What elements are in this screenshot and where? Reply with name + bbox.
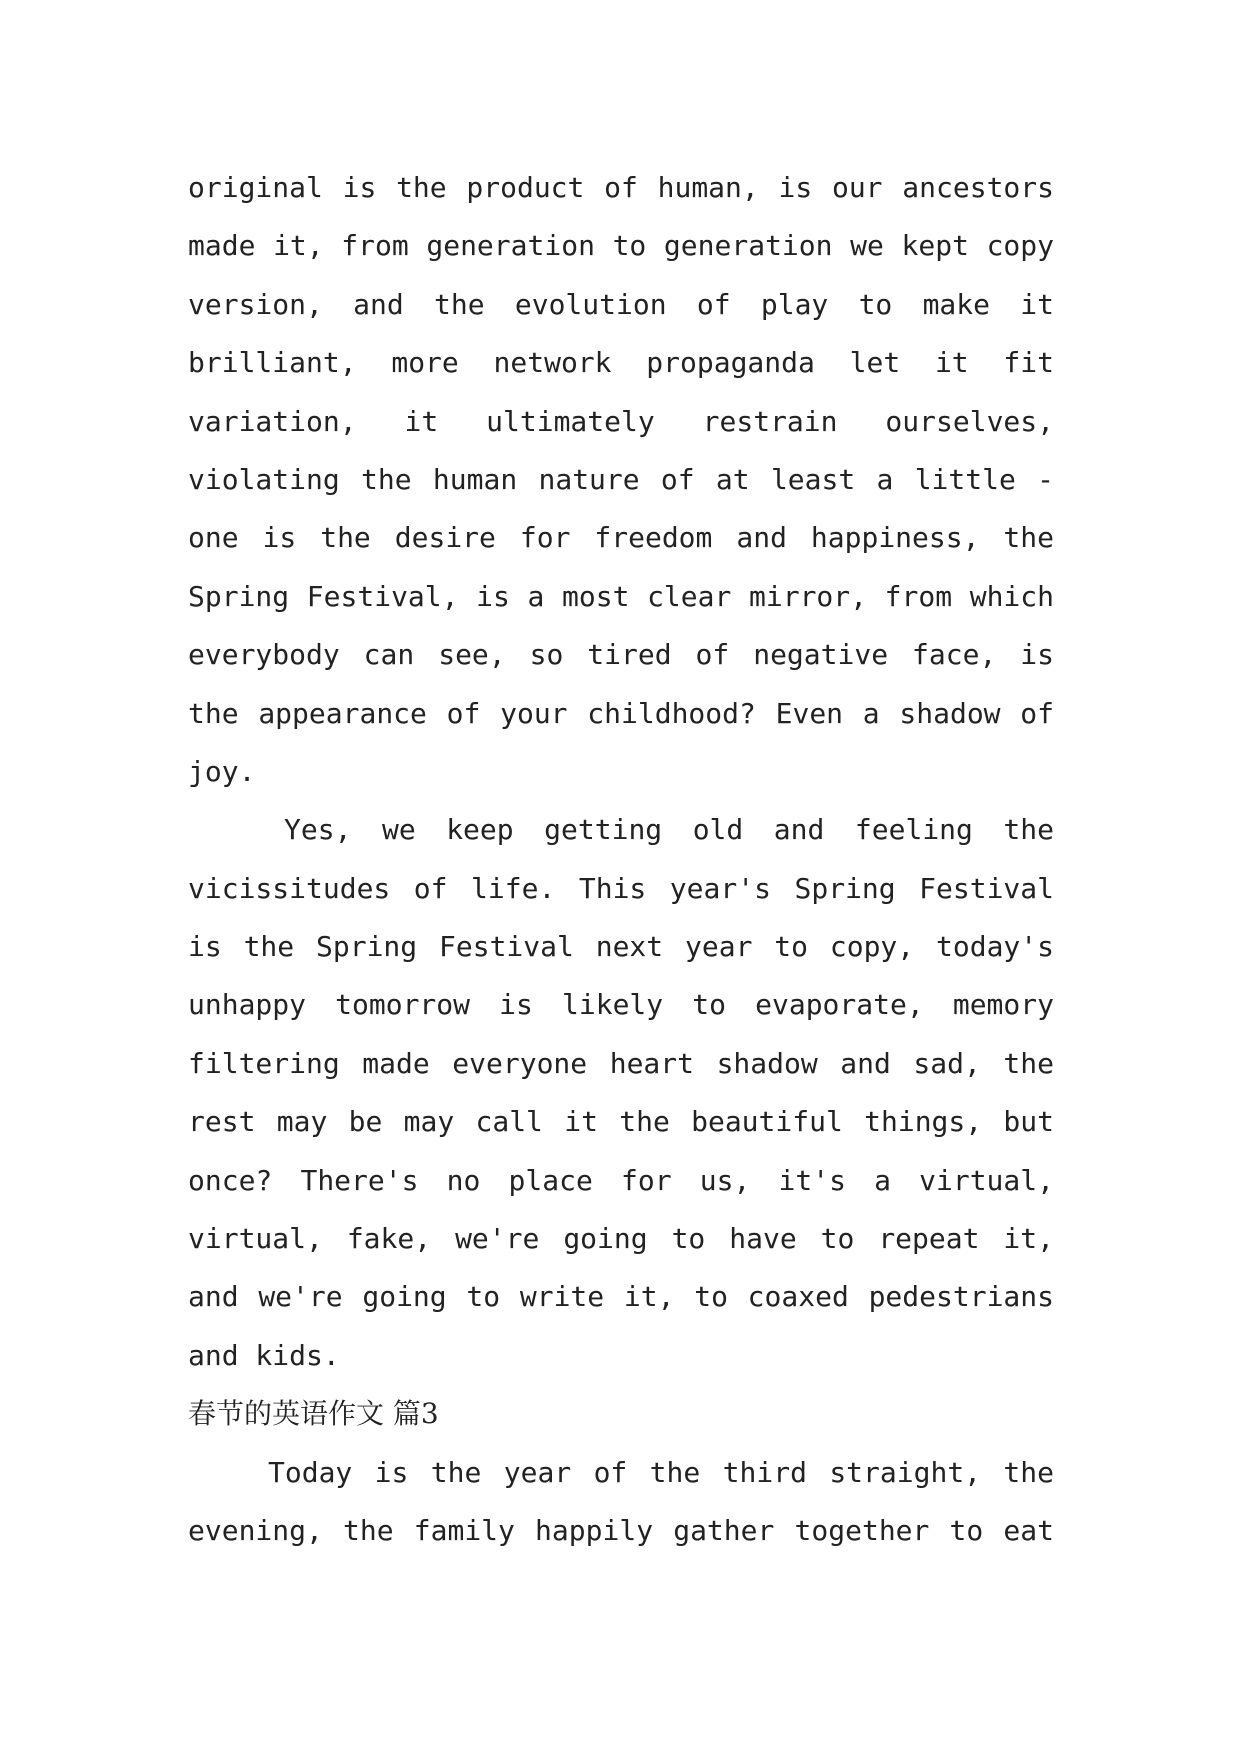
text-line: made it, from generation to generation we kept copy bbox=[188, 229, 1054, 263]
text-line: Spring Festival, is a most clear mirror, from which bbox=[188, 579, 1054, 613]
text-line: brilliant, more network propaganda let it fit bbox=[188, 346, 1054, 380]
paragraph-2 bbox=[188, 801, 1054, 1385]
section-heading: 春节的英语作文 篇3 bbox=[188, 1397, 439, 1431]
text-line: original is the product of human, is our ancestors bbox=[188, 171, 1054, 204]
text-line: rest may be may call it the beautiful things, but bbox=[188, 1105, 1054, 1139]
text-line: vicissitudes of life. This year's Spring Festival bbox=[188, 871, 1054, 905]
text-line: once? There's no place for us, it's a virtual, bbox=[188, 1163, 1054, 1197]
text-line: violating the human nature of at least a little - bbox=[188, 462, 1054, 496]
paragraph-1 bbox=[188, 159, 1054, 801]
text-line: everybody can see, so tired of negative face, is bbox=[188, 638, 1054, 672]
text-line: evening, the family happily gather together to eat bbox=[188, 1513, 1054, 1547]
text-line: virtual, fake, we're going to have to repeat it, bbox=[188, 1222, 1054, 1256]
text-line: Yes, we keep getting old and feeling the bbox=[284, 813, 1054, 847]
text-line: Today is the year of the third straight, the bbox=[268, 1455, 1054, 1489]
paragraph-3 bbox=[188, 1444, 1054, 1561]
text-line: and we're going to write it, to coaxed pedestrians bbox=[188, 1280, 1054, 1314]
text-line: variation, it ultimately restrain ourselves, bbox=[188, 404, 1054, 438]
text-line: and kids. bbox=[188, 1338, 340, 1372]
text-line: joy. bbox=[188, 754, 256, 788]
text-line: version, and the evolution of play to make it bbox=[188, 287, 1054, 321]
text-line: is the Spring Festival next year to copy, today's bbox=[188, 930, 1054, 964]
text-line: filtering made everyone heart shadow and sad, the bbox=[188, 1046, 1054, 1080]
text-line: one is the desire for freedom and happiness, the bbox=[188, 521, 1054, 555]
text-line: the appearance of your childhood? Even a shadow of bbox=[188, 696, 1054, 730]
document-body bbox=[188, 159, 1054, 1560]
text-line: unhappy tomorrow is likely to evaporate, memory bbox=[188, 988, 1054, 1022]
